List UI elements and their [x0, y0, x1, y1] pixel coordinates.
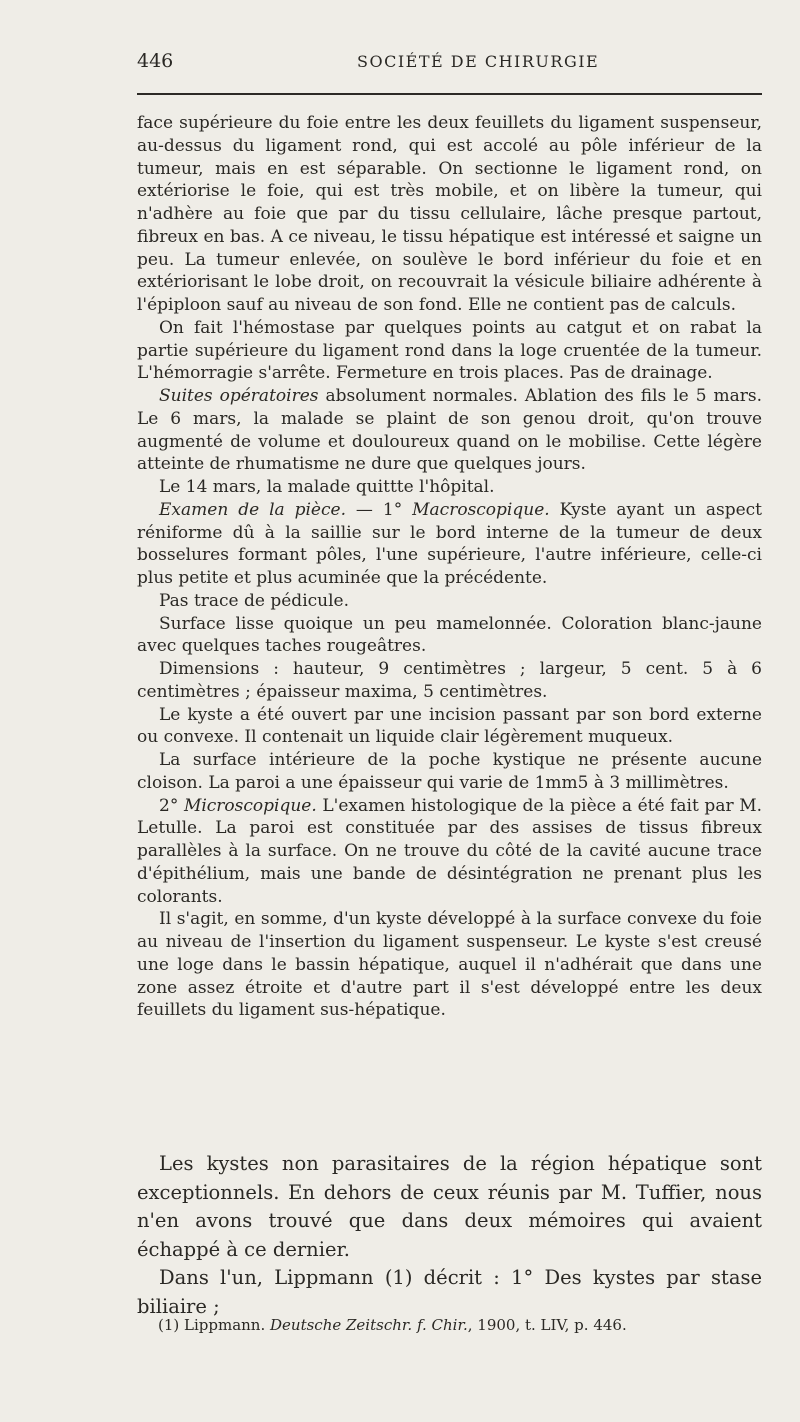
running-head: [137, 50, 760, 76]
italic-phrase: Deutsche Zeitschr. f. Chir.: [270, 1316, 468, 1334]
paragraph: Dimensions : hauteur, 9 centimètres ; largeur, 5 cent. 5 à 6 centimètres ; épaisseur maxima, 5 centimètres.: [137, 659, 762, 702]
paragraph: Les kystes non parasitaires de la région hépatique sont exceptionnels. En dehors de ceux réunis par M. Tuffier, nous n'en avons trouvé que dans deux mémoires qui avaient échappé à ce dernier.: [137, 1152, 762, 1261]
paragraph: La surface intérieure de la poche kystique ne présente aucune cloison. La paroi a une épaisseur qui varie de 1mm5 à 3 millimètres.: [137, 750, 762, 793]
paragraph: Examen de la pièce. — 1° Macroscopique. Kyste ayant un aspect réniforme dû à la saillie sur le bord interne de la tumeur de deux bosselures formant pôles, l'une supérieure, l'autre inférieure, celle-ci plus petite et plus acuminée que la précédente.: [137, 499, 762, 588]
paragraph: On fait l'hémostase par quelques points au catgut et on rabat la partie supérieure du ligament rond dans la loge cruentée de la tumeur. L'hémorragie s'arrête. Fermeture en trois places. Pas de drainage.: [137, 317, 762, 384]
italic-phrase: Suites opératoires: [159, 386, 319, 406]
paragraph: Le kyste a été ouvert par une incision passant par son bord externe ou convexe. Il contenait un liquide clair légèrement muqueux.: [137, 704, 762, 748]
italic-phrase: Microscopique.: [183, 795, 317, 816]
italic-phrase: Macroscopique.: [412, 499, 550, 520]
paragraph: Dans l'un, Lippmann (1) décrit : 1° Des kystes par stase biliaire ;: [137, 1266, 762, 1318]
paragraph: Le 14 mars, la malade quittte l'hôpital.: [159, 477, 495, 497]
paragraph: 2° Microscopique. L'examen histologique de la pièce a été fait par M. Letulle. La paroi est constituée par des assises de tissus fibreux parallèles à la surface. On ne trouve du côté de la cavité aucune trace d'épithélium, mais une bande de désintégration ne prenant plus les colorants.: [137, 795, 762, 907]
paragraph: Pas trace de pédicule.: [159, 590, 349, 611]
header-rule: [137, 93, 762, 95]
paragraph: face supérieure du foie entre les deux feuillets du ligament suspenseur, au-dessus du ligament rond, qui est accolé au pôle inférieur de la tumeur, mais en est séparable. On sectionne le ligament rond, on extériorise le foie, qui est très mobile, et on libère la tumeur, qui n'adhère au foie que par du tissu cellulaire, lâche presque partout, fibreux en bas. A ce niveau, le tissu hépatique est intéressé et saigne un peu. La tumeur enlevée, on soulève le bord inférieur du foie et en extériorisant le lobe droit, on recouvrait la vésicule biliaire adhérente à l'épiploon sauf au niveau de son fond. Elle ne contient pas de calculs.: [137, 113, 762, 315]
page-number: 446: [137, 50, 174, 72]
paragraph: Suites opératoires absolument normales. Ablation des fils le 5 mars. Le 6 mars, la malade se plaint de son genou droit, qu'on trouve augmenté de volume et douloureux quand on le mobilise. Cette légère atteinte de rhumatisme ne dure que quelques jours.: [137, 386, 763, 475]
running-title: SOCIÉTÉ DE CHIRURGIE: [357, 52, 600, 71]
italic-phrase: Examen de la pièce.: [159, 499, 346, 520]
paragraph: Il s'agit, en somme, d'un kyste développé à la surface convexe du foie au niveau de l'insertion du ligament suspenseur. Le kyste s'est creusé une loge dans le bassin hépatique, auquel il n'adhérait que dans une zone assez étroite et d'autre part il s'est développé entre les deux feuillets du ligament sus-hépatique.: [137, 909, 762, 1021]
paragraph: Surface lisse quoique un peu mamelonnée. Coloration blanc-jaune avec quelques taches rougeâtres.: [137, 613, 762, 657]
large-text-section: [137, 1150, 762, 1321]
footnote: (1) Lippmann. Deutsche Zeitschr. f. Chir., 1900, t. LIV, p. 446.: [158, 1316, 627, 1334]
body-text: [137, 112, 762, 1022]
